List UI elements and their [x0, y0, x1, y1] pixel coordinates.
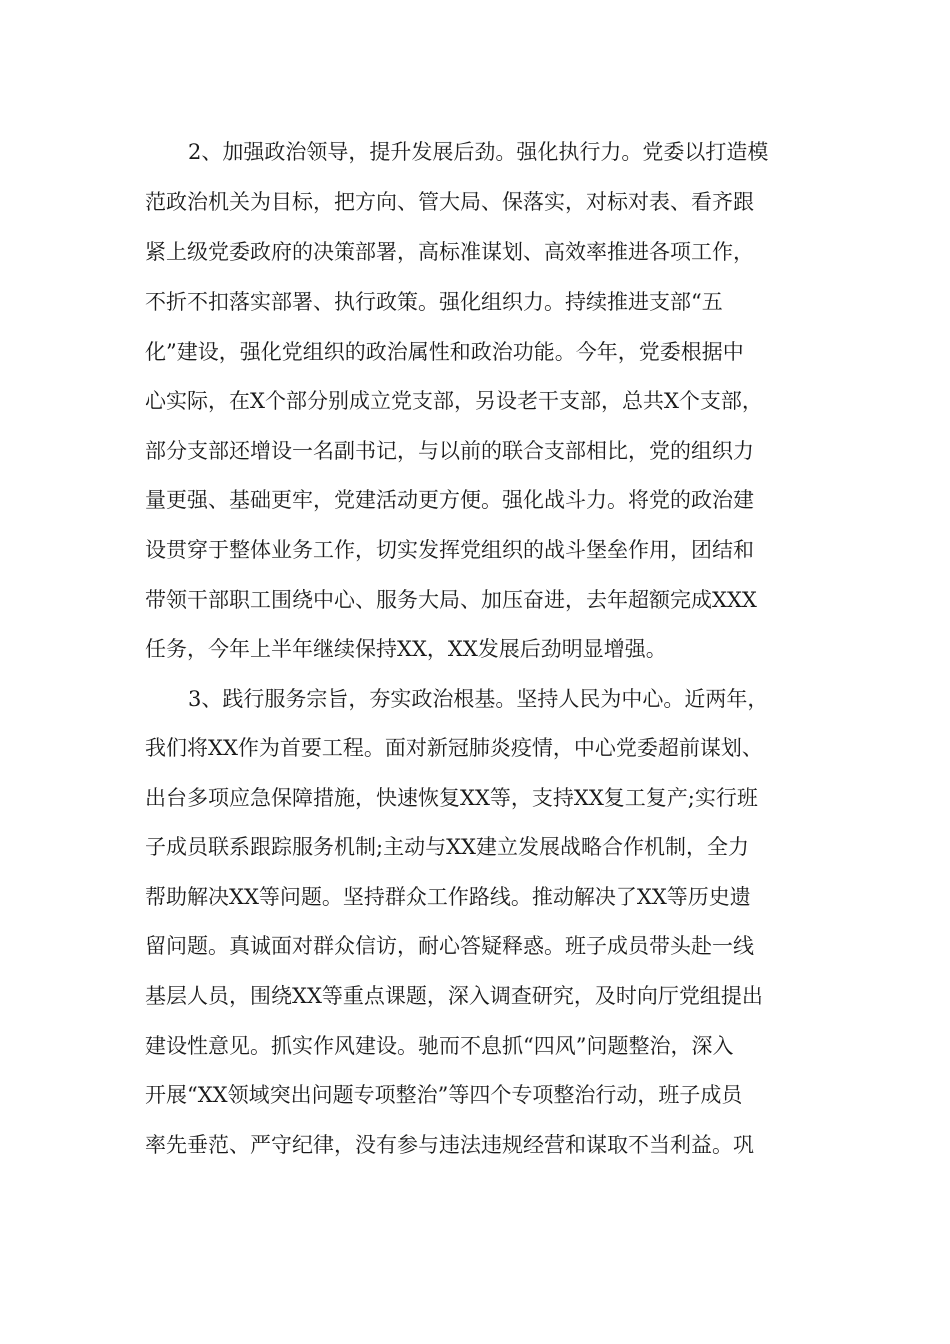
text-line: 我们将XX作为首要工程。面对新冠肺炎疫情，中心党委超前谋划、	[145, 736, 763, 760]
text-line: 不折不扣落实部署、执行政策。强化组织力。持续推进支部“五	[145, 290, 723, 314]
text-line: 化”建设，强化党组织的政治属性和政治功能。今年，党委根据中	[145, 340, 744, 364]
text-line: 开展“XX领域突出问题专项整治”等四个专项整治行动，班子成员	[145, 1083, 743, 1107]
text-line: 建设性意见。抓实作风建设。驰而不息抓“四风”问题整治，深入	[145, 1034, 734, 1058]
text-line: 紧上级党委政府的决策部署，高标准谋划、高效率推进各项工作，	[145, 240, 754, 264]
text-line: 出台多项应急保障措施，快速恢复XX等，支持XX复工复产;实行班	[145, 786, 758, 810]
text-line: 帮助解决XX等问题。坚持群众工作路线。推动解决了XX等历史遗	[145, 885, 751, 909]
text-line: 2、加强政治领导，提升发展后劲。强化执行力。党委以打造模	[188, 140, 769, 164]
text-line: 设贯穿于整体业务工作，切实发挥党组织的战斗堡垒作用，团结和	[145, 538, 754, 562]
text-line: 心实际，在X个部分别成立党支部，另设老干支部，总共X个支部，	[145, 389, 763, 413]
text-line: 基层人员，围绕XX等重点课题，深入调查研究，及时向厅党组提出	[145, 984, 763, 1008]
text-line: 部分支部还增设一名副书记，与以前的联合支部相比，党的组织力	[145, 439, 754, 463]
text-line: 任务，今年上半年继续保持XX，XX发展后劲明显增强。	[145, 637, 667, 661]
text-line: 3、践行服务宗旨，夯实政治根基。坚持人民为中心。近两年，	[188, 687, 769, 711]
text-line: 带领干部职工围绕中心、服务大局、加压奋进，去年超额完成XXX	[145, 588, 757, 612]
text-line: 子成员联系跟踪服务机制;主动与XX建立发展战略合作机制，全力	[145, 835, 749, 859]
text-line: 率先垂范、严守纪律，没有参与违法违规经营和谋取不当利益。巩	[145, 1133, 754, 1157]
text-line: 留问题。真诚面对群众信访，耐心答疑释惑。班子成员带头赴一线	[145, 934, 754, 958]
text-line: 范政治机关为目标，把方向、管大局、保落实，对标对表、看齐跟	[145, 190, 754, 214]
text-line: 量更强、基础更牢，党建活动更方便。强化战斗力。将党的政治建	[145, 488, 754, 512]
